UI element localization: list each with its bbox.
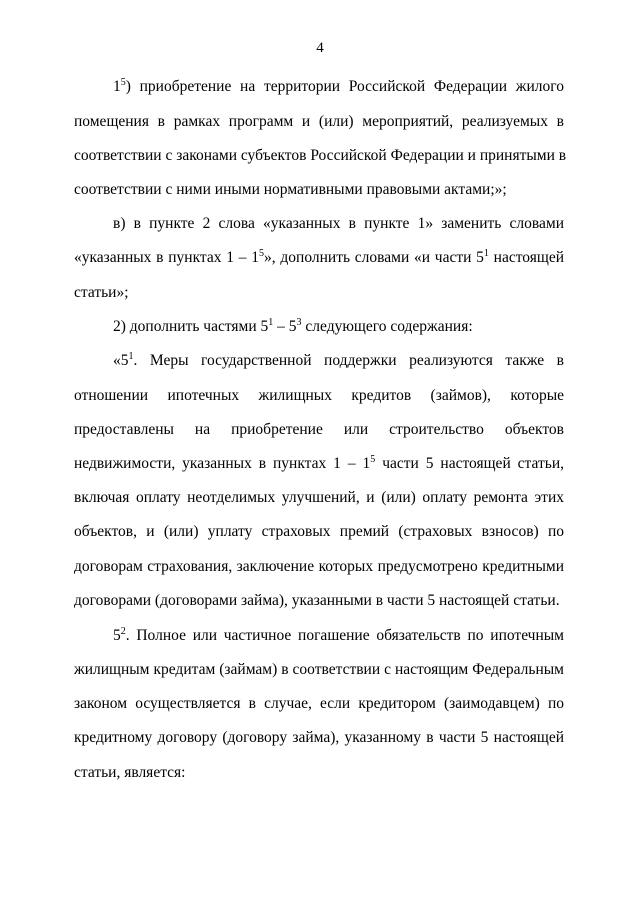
- text-segment: следующего содержания:: [301, 318, 473, 335]
- text-line: [74, 283, 564, 303]
- text-line: [74, 146, 567, 166]
- text-segment: объектов, и (или) уплату страховых премий (страховых взносов) по: [74, 523, 564, 540]
- text-segment: настоящей: [488, 249, 564, 266]
- superscript: 2: [120, 626, 126, 637]
- page-number: 4: [316, 40, 324, 56]
- text-segment: кредитному договору (договору займа), указанному в части 5 настоящей: [74, 729, 564, 746]
- text-segment: в) в пункте 2 слова «указанных в пункте 1» заменить словами: [113, 215, 564, 232]
- text-line: [113, 214, 564, 234]
- superscript: 5: [370, 454, 376, 465]
- text-segment: предоставлены на приобретение или строительство объектов: [74, 421, 564, 438]
- text-segment: », дополнить словами «и части 5: [264, 249, 484, 266]
- text-segment: . Полное или частичное погашение обязательств по ипотечным: [125, 627, 564, 644]
- text-segment: ) приобретение на территории Российской Федерации жилого: [125, 78, 564, 95]
- text-segment: отношении ипотечных жилищных кредитов (займов), которые: [74, 387, 564, 404]
- text-line: [74, 248, 564, 268]
- text-line: [74, 522, 564, 542]
- text-line: [113, 77, 564, 97]
- text-segment: – 5: [273, 318, 297, 335]
- text-segment: статьи»;: [74, 284, 129, 301]
- text-segment: статьи, является:: [74, 764, 186, 781]
- text-line: [113, 317, 564, 337]
- text-segment: договорам страхования, заключение которых предусмотрено кредитными: [74, 558, 564, 575]
- text-segment: недвижимости, указанных в пунктах 1 – 1: [74, 455, 371, 472]
- text-line: [74, 180, 564, 200]
- text-line: [74, 763, 564, 783]
- superscript: 1: [268, 317, 274, 328]
- text-line: [74, 386, 564, 406]
- text-segment: . Меры государственной поддержки реализуются также в: [133, 352, 564, 369]
- text-line: [74, 557, 564, 577]
- text-segment: соответствии с законами субъектов Российской Федерации и принятыми в: [74, 147, 567, 164]
- text-line: [74, 694, 564, 714]
- text-segment: 1: [113, 78, 121, 95]
- text-segment: 2) дополнить частями 5: [113, 318, 269, 335]
- text-segment: соответствии с ними иными нормативными правовыми актами;»;: [74, 181, 507, 198]
- text-segment: законом осуществляется в случае, если кредитором (заимодавцем) по: [74, 695, 564, 712]
- text-segment: «указанных в пунктах 1 – 1: [74, 249, 260, 266]
- text-line: [74, 420, 564, 440]
- superscript: 1: [128, 351, 134, 362]
- text-segment: 5: [113, 627, 121, 644]
- text-line: [74, 660, 564, 680]
- text-line: [74, 112, 564, 132]
- text-line: [74, 454, 564, 474]
- text-line: [113, 351, 564, 371]
- text-segment: части 5 настоящей статьи,: [375, 455, 564, 472]
- superscript: 5: [259, 248, 265, 259]
- text-segment: включая оплату неотделимых улучшений, и (или) оплату ремонта этих: [74, 489, 564, 506]
- superscript: 3: [296, 317, 302, 328]
- text-line: [74, 488, 564, 508]
- text-segment: договорами (договорами займа), указанными в части 5 настоящей статьи.: [74, 592, 560, 609]
- superscript: 1: [483, 248, 489, 259]
- text-line: [74, 591, 564, 611]
- superscript: 5: [120, 77, 126, 88]
- text-segment: «5: [113, 352, 129, 369]
- text-segment: жилищным кредитам (займам) в соответствии с настоящим Федеральным: [74, 661, 564, 678]
- text-segment: помещения в рамках программ и (или) мероприятий, реализуемых в: [74, 113, 564, 130]
- text-line: [74, 728, 564, 748]
- text-line: [113, 626, 564, 646]
